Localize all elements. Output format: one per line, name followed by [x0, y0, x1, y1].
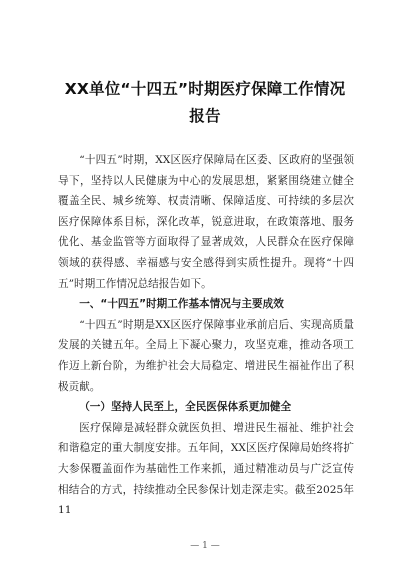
section-1-paragraph: “十四五”时期是XX区医疗保障事业承前启后、实现高质量发展的关键五年。全局上下凝心聚力，攻坚克难，推动各项工作迈上新台阶，为维护社会大局稳定、增进民生福祉作出了积极贡献。: [58, 318, 354, 393]
subsection-1-paragraph: 医疗保障是减轻群众就医负担、增进民生福祉、维护社会和谐稳定的重大制度安排。五年间，XX区医疗保障局始终将扩大参保覆盖面作为基础性工作来抓，通过精准动员与广泛宣传相结合的方式，持续推动全民参保计划走深走实。截至2025年11: [58, 421, 354, 517]
section-heading-1: 一、“十四五”时期工作基本情况与主要成效: [79, 298, 284, 311]
subsection-heading-1: （一）坚持人民至上，全民医保体系更加健全: [79, 401, 292, 414]
document-title: XX单位“十四五”时期医疗保障工作情况报告: [64, 80, 346, 125]
page-number: — 1 —: [190, 541, 220, 551]
document-body: [58, 150, 354, 521]
intro-paragraph: “十四五”时期，XX区医疗保障局在区委、区政府的坚强领导下，坚持以人民健康为中心的发展思想，紧紧围绕建立健全覆盖全民、城乡统筹、权责清晰、保障适度、可持续的多层次医疗保障体系目标，深化改革，锐意进取，在政策落地、服务优化、基金监管等方面取得了显著成效，人民群众在医疗保障领域的获得感、幸福感与安全感得到实质性提升。现将“十四五”时期工作情况总结报告如下。: [58, 154, 354, 290]
